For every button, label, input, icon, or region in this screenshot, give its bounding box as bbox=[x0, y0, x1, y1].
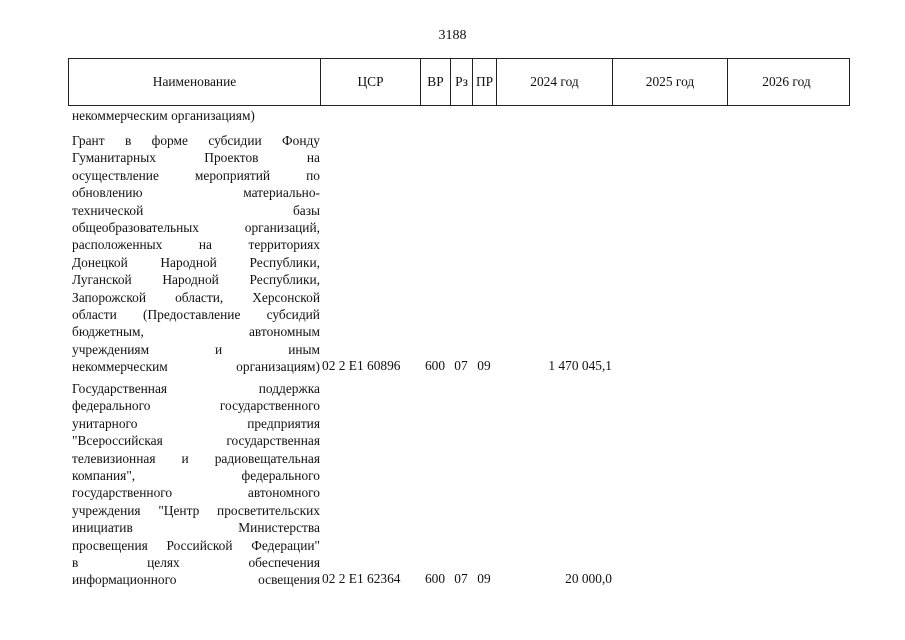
header-2024: 2024 год bbox=[497, 59, 613, 105]
name-word: в bbox=[72, 555, 79, 571]
name-word: автономным bbox=[248, 324, 320, 340]
name-line bbox=[72, 184, 320, 201]
name-word: технической bbox=[72, 202, 144, 218]
name-line bbox=[72, 341, 320, 358]
name-word: организациям) bbox=[236, 359, 320, 375]
name-line bbox=[72, 484, 320, 501]
name-word: бюджетным, bbox=[72, 324, 144, 340]
name-line bbox=[72, 271, 320, 288]
table-row-values bbox=[320, 571, 612, 587]
name-word: общеобразовательных bbox=[72, 220, 200, 236]
name-line bbox=[72, 202, 320, 219]
name-word: просвещения bbox=[72, 537, 148, 553]
name-word: автономного bbox=[247, 485, 320, 501]
name-word: Проектов bbox=[204, 150, 259, 166]
name-word: Херсонской bbox=[252, 289, 320, 305]
name-word: федерального bbox=[241, 468, 320, 484]
name-line bbox=[72, 219, 320, 236]
name-line bbox=[72, 537, 320, 554]
name-word: Министерства bbox=[238, 520, 320, 536]
csr-cell: 02 2 E1 62364 bbox=[322, 571, 401, 587]
name-word: территориях bbox=[248, 237, 320, 253]
name-word: государственная bbox=[226, 433, 320, 449]
name-word: области bbox=[72, 307, 117, 323]
continuation-text: некоммерческим организациям) bbox=[72, 108, 255, 123]
name-line bbox=[72, 149, 320, 166]
name-word: обеспечения bbox=[248, 555, 320, 571]
name-line bbox=[72, 380, 320, 397]
name-word: учреждения bbox=[72, 502, 141, 518]
name-word: инициатив bbox=[72, 520, 133, 536]
name-word: иным bbox=[288, 341, 320, 357]
name-word: (Предоставление bbox=[143, 307, 241, 323]
name-word: просветительских bbox=[217, 502, 320, 518]
name-line bbox=[72, 323, 320, 340]
name-word: Гуманитарных bbox=[72, 150, 156, 166]
rz-cell: 07 bbox=[454, 571, 468, 587]
name-word: обновлению bbox=[72, 185, 143, 201]
name-line bbox=[72, 432, 320, 449]
name-line bbox=[72, 236, 320, 253]
name-word: телевизионная bbox=[72, 450, 156, 466]
name-word: Республики, bbox=[249, 254, 320, 270]
name-word: и bbox=[215, 341, 223, 357]
name-line bbox=[72, 415, 320, 432]
name-word: по bbox=[306, 167, 320, 183]
name-line bbox=[72, 467, 320, 484]
name-line bbox=[72, 554, 320, 571]
header-vr: ВР bbox=[421, 59, 451, 105]
name-line bbox=[72, 289, 320, 306]
amount-2024-cell: 20 000,0 bbox=[565, 571, 612, 587]
name-word: целях bbox=[147, 555, 180, 571]
name-word: расположенных bbox=[72, 237, 163, 253]
name-line bbox=[72, 132, 320, 149]
name-word: осуществление bbox=[72, 167, 159, 183]
name-word: Грант bbox=[72, 133, 105, 148]
name-word: Фонду bbox=[282, 133, 320, 148]
name-word: государственного bbox=[219, 398, 320, 414]
name-word: мероприятий bbox=[194, 167, 271, 183]
name-word: поддержка bbox=[258, 381, 320, 396]
name-word: субсидий bbox=[266, 307, 320, 323]
header-rz: Рз bbox=[451, 59, 473, 105]
name-word: "Всероссийская bbox=[72, 433, 163, 449]
name-line bbox=[72, 450, 320, 467]
name-line bbox=[72, 519, 320, 536]
header-2025: 2025 год bbox=[613, 59, 728, 105]
name-word: Народной bbox=[160, 254, 217, 270]
name-word: учреждениям bbox=[72, 341, 150, 357]
name-word: освещения bbox=[258, 572, 320, 588]
name-word: унитарного bbox=[72, 415, 138, 431]
name-word: некоммерческим bbox=[72, 359, 168, 375]
name-word: на bbox=[306, 150, 320, 166]
rz-cell: 07 bbox=[454, 358, 468, 374]
name-line bbox=[72, 167, 320, 184]
name-word: в bbox=[124, 133, 132, 148]
vr-cell: 600 bbox=[424, 571, 446, 587]
name-word: Луганской bbox=[72, 272, 132, 288]
name-word: Донецкой bbox=[72, 254, 128, 270]
name-word: форме bbox=[151, 133, 188, 148]
name-line bbox=[72, 306, 320, 323]
name-word: и bbox=[181, 450, 189, 466]
name-line bbox=[72, 397, 320, 414]
csr-cell: 02 2 E1 60896 bbox=[322, 358, 401, 374]
vr-cell: 600 bbox=[424, 358, 446, 374]
name-word: Народной bbox=[162, 272, 219, 288]
table-row-values bbox=[320, 358, 612, 374]
name-word: области, bbox=[175, 289, 224, 305]
name-word: Государственная bbox=[72, 381, 168, 396]
header-csr: ЦСР bbox=[321, 59, 421, 105]
header-pr: ПР bbox=[473, 59, 497, 105]
name-word: компания", bbox=[72, 468, 136, 484]
name-word: федерального bbox=[72, 398, 151, 414]
header-name: Наименование bbox=[69, 59, 321, 105]
name-word: государственного bbox=[72, 485, 173, 501]
name-word: на bbox=[198, 237, 213, 253]
name-word: Запорожской bbox=[72, 289, 147, 305]
name-word: материально- bbox=[243, 185, 320, 201]
name-word: Федерации" bbox=[251, 537, 320, 553]
name-line bbox=[72, 358, 320, 375]
row-name bbox=[72, 380, 320, 589]
name-word: предприятия bbox=[247, 415, 320, 431]
pr-cell: 09 bbox=[477, 358, 491, 374]
name-word: Республики, bbox=[249, 272, 320, 288]
table-header bbox=[68, 58, 850, 106]
pr-cell: 09 bbox=[477, 571, 491, 587]
name-word: базы bbox=[292, 202, 320, 218]
name-word: Российской bbox=[166, 537, 233, 553]
name-line bbox=[72, 502, 320, 519]
amount-2024-cell: 1 470 045,1 bbox=[548, 358, 612, 374]
name-word: радиовещательная bbox=[214, 450, 320, 466]
name-word: субсидии bbox=[208, 133, 262, 148]
page-number: 3188 bbox=[438, 28, 467, 43]
name-line bbox=[72, 571, 320, 588]
name-word: "Центр bbox=[158, 502, 200, 518]
name-line bbox=[72, 254, 320, 271]
name-word: информационного bbox=[72, 572, 177, 588]
name-word: организаций, bbox=[244, 220, 320, 236]
header-2026: 2026 год bbox=[762, 74, 811, 89]
row-name bbox=[72, 132, 320, 376]
